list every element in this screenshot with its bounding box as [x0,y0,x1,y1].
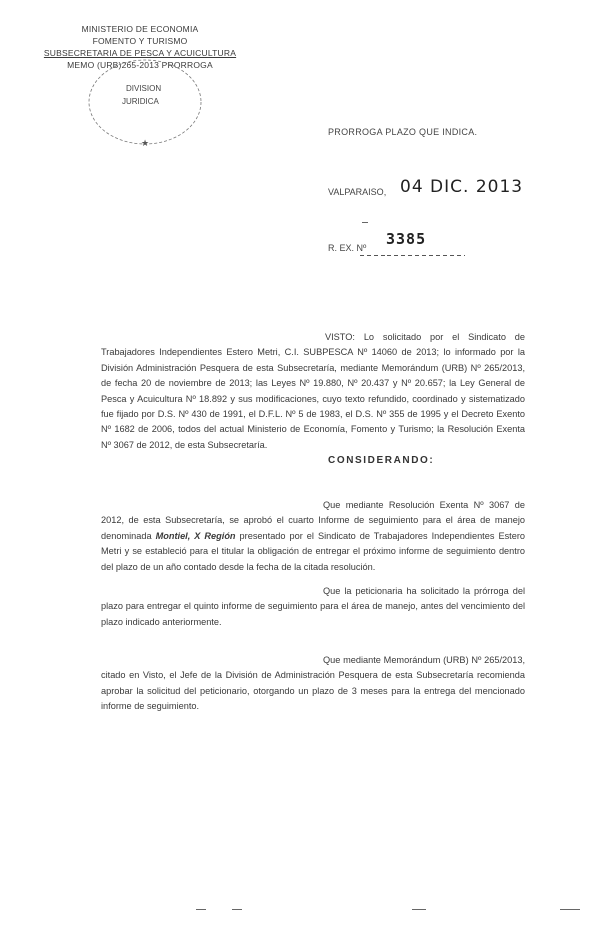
ministry-subtitle: FOMENTO Y TURISMO [92,36,188,46]
c1-text-a: Que mediante Resolución Exenta Nº 3067 de 2012, de esta Subsecretaría, se aprobó el cuarto Informe de seguimiento para el área de manejo denominada [101,500,525,541]
visto-label: VISTO: [325,332,355,342]
division-juridica-stamp [86,58,204,154]
number-underline [360,255,386,256]
stamp-line-juridica: JURIDICA [122,97,159,106]
resolution-number: 3385 [386,230,427,248]
document-subject: PRORROGA PLAZO QUE INDICA. [328,127,478,137]
considerando-paragraph-2 [101,584,525,630]
footer-mark [412,909,426,910]
memo-reference: MEMO (URB)265-2013 PRORROGA [67,60,213,70]
considerando-paragraph-1 [101,498,525,575]
c1-text-b: presentado por el Sindicato de Trabajadores Independientes Estero Metri y se estableció para el titular la obligación de entregar el próximo informe de seguimiento dentro del plazo de un año contado desde la fecha de la citada resolución. [101,530,525,572]
visto-text: Lo solicitado por el Sindicato de Trabajadores Independientes Estero Metri, C.I. SUBPESCA Nº 14060 de 2013; lo informado por la División Administración Pesquera de esta Subsecretaría, mediante Memorándum (URB) Nº 265/2013, de fecha 20 de noviembre de 2013; las Leyes Nº 19.880, Nº 20.437 y Nº 20.657; la Ley General de Pesca y Acuicultura Nº 18.892 y sus modificaciones, cuyo texto refundido, coordinado y sistematizado fue fijado por D.S. Nº 430 de 1991, el D.F.L. Nº 5 de 1983, el D.S. Nº 355 de 1995 y el Decreto Exento Nº 1682 de 2006, todos del actual Ministerio de Economía, Fomento y Turismo; la Resolución Exenta Nº 3067 de 2012, de esta Subsecretaría. [101,332,525,450]
resolution-label: R. EX. Nº [328,243,367,253]
stamp-line-division: DIVISION [126,84,162,93]
considerando-paragraph-3 [101,653,525,715]
footer-mark [560,909,580,910]
c1-area-name: Montiel, X Región [155,530,236,541]
mark-dash [362,222,368,223]
c3-text: Que mediante Memorándum (URB) Nº 265/2013, citado en Visto, el Jefe de la División de Administración Pesquera de esta Subsecretaría recomienda aprobar la solicitud del peticionario, otorgando un plazo de 3 meses para la entrega del mencionado informe de seguimiento. [101,655,525,712]
place-label: VALPARAISO, [328,187,387,197]
ministry-name: MINISTERIO DE ECONOMIA [81,24,199,34]
considerando-heading: CONSIDERANDO: [328,455,435,466]
c2-text: Que la peticionaria ha solicitado la prórroga del plazo para entregar el quinto informe de seguimiento para el área de manejo, antes del vencimiento del plazo indicado anteriormente. [101,586,525,627]
subsecretaria-name: SUBSECRETARIA DE PESCA Y ACUICULTURA [43,48,237,58]
footer-mark [196,909,206,910]
document-date: 04 DIC. 2013 [400,177,524,197]
number-underline-right [387,255,465,256]
footer-mark [232,909,242,910]
svg-text:★: ★ [140,139,150,149]
visto-paragraph [101,330,525,453]
